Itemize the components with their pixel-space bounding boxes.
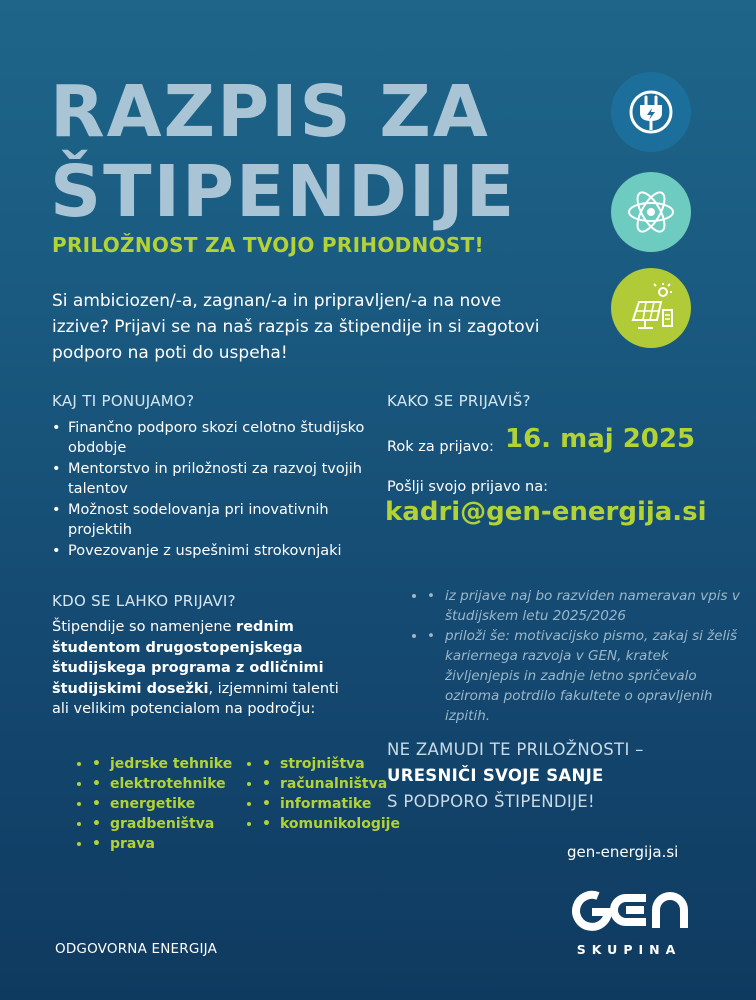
cta-line-2: URESNIČI SVOJE SANJE <box>387 766 604 785</box>
gen-logo <box>568 888 690 936</box>
apply-heading: KAKO SE PRIJAVIŠ? <box>387 392 531 410</box>
list-item: • • jedrske tehnike <box>92 754 262 774</box>
notes-list <box>387 586 747 726</box>
list-item: • • strojništva <box>262 754 422 774</box>
list-item: • • gradbeništva <box>92 814 262 834</box>
list-item: • • informatike <box>262 794 422 814</box>
tagline: ODGOVORNA ENERGIJA <box>55 941 218 957</box>
eligibility-text-start: Štipendije so namenjene <box>52 619 237 635</box>
list-item: • Finančno podporo skozi celotno študijsko obdobje <box>52 418 367 458</box>
website-link[interactable]: gen-energija.si <box>567 843 679 861</box>
intro-text: Si ambiciozen/-a, zagnan/-a in pripravljen/-a na nove izzive? Prijavi se na naš razpis za štipendije in si zagotovi podporo na poti do uspeha! <box>52 291 540 363</box>
title-line-2: ŠTIPENDIJE <box>50 150 517 233</box>
list-item: • • energetike <box>92 794 262 814</box>
deadline-label: Rok za prijavo: <box>387 439 494 455</box>
title-line-1: RAZPIS ZA <box>50 70 490 153</box>
list-item: • Mentorstvo in priložnosti za razvoj tvojih talentov <box>52 459 367 499</box>
cta-line-1: NE ZAMUDI TE PRILOŽNOSTI – <box>387 740 644 759</box>
eligibility-text-end: , izjemnimi talenti ali velikim potencialom na področju: <box>52 680 339 717</box>
eligibility-text-bold: rednim študentom drugostopenjskega študijskega programa z odličnimi študijskimi dosežki <box>52 619 324 697</box>
subtitle: PRILOŽNOST ZA TVOJO PRIHODNOST! <box>52 233 484 257</box>
solar-panel-icon <box>611 268 691 348</box>
page-title <box>50 72 516 232</box>
offer-list <box>52 418 367 562</box>
send-label: Pošlji svojo prijavo na: <box>387 479 548 495</box>
eligibility-text <box>52 617 352 720</box>
offer-heading: KAJ TI PONUJAMO? <box>52 392 195 410</box>
list-item: • • računalništva <box>262 774 422 794</box>
list-item: • • prava <box>92 834 262 854</box>
cta-line-3: S PODPORO ŠTIPENDIJE! <box>387 792 595 811</box>
list-item: • • elektrotehnike <box>92 774 262 794</box>
who-heading: KDO SE LAHKO PRIJAVI? <box>52 592 236 610</box>
list-item: • • komunikologije <box>262 814 422 834</box>
atom-icon <box>611 172 691 252</box>
logo-subtitle: SKUPINA <box>576 942 682 957</box>
deadline-date: 16. maj 2025 <box>505 424 696 454</box>
list-item: • • priloži še: motivacijsko pismo, zakaj si želiš kariernega razvoja v GEN, kratek življenjepis in zadnje letno spričevalo oziroma potrdilo fakultete o opravljenih izpitih. <box>427 626 747 726</box>
call-to-action <box>387 737 644 815</box>
list-item: • Povezovanje z uspešnimi strokovnjaki <box>52 541 367 561</box>
electric-plug-icon <box>611 72 691 152</box>
list-item: • Možnost sodelovanja pri inovativnih projektih <box>52 500 367 540</box>
contact-email-link[interactable]: kadri@gen-energija.si <box>385 497 707 527</box>
list-item: • • iz prijave naj bo razviden nameravan vpis v študijskem letu 2025/2026 <box>427 586 747 626</box>
